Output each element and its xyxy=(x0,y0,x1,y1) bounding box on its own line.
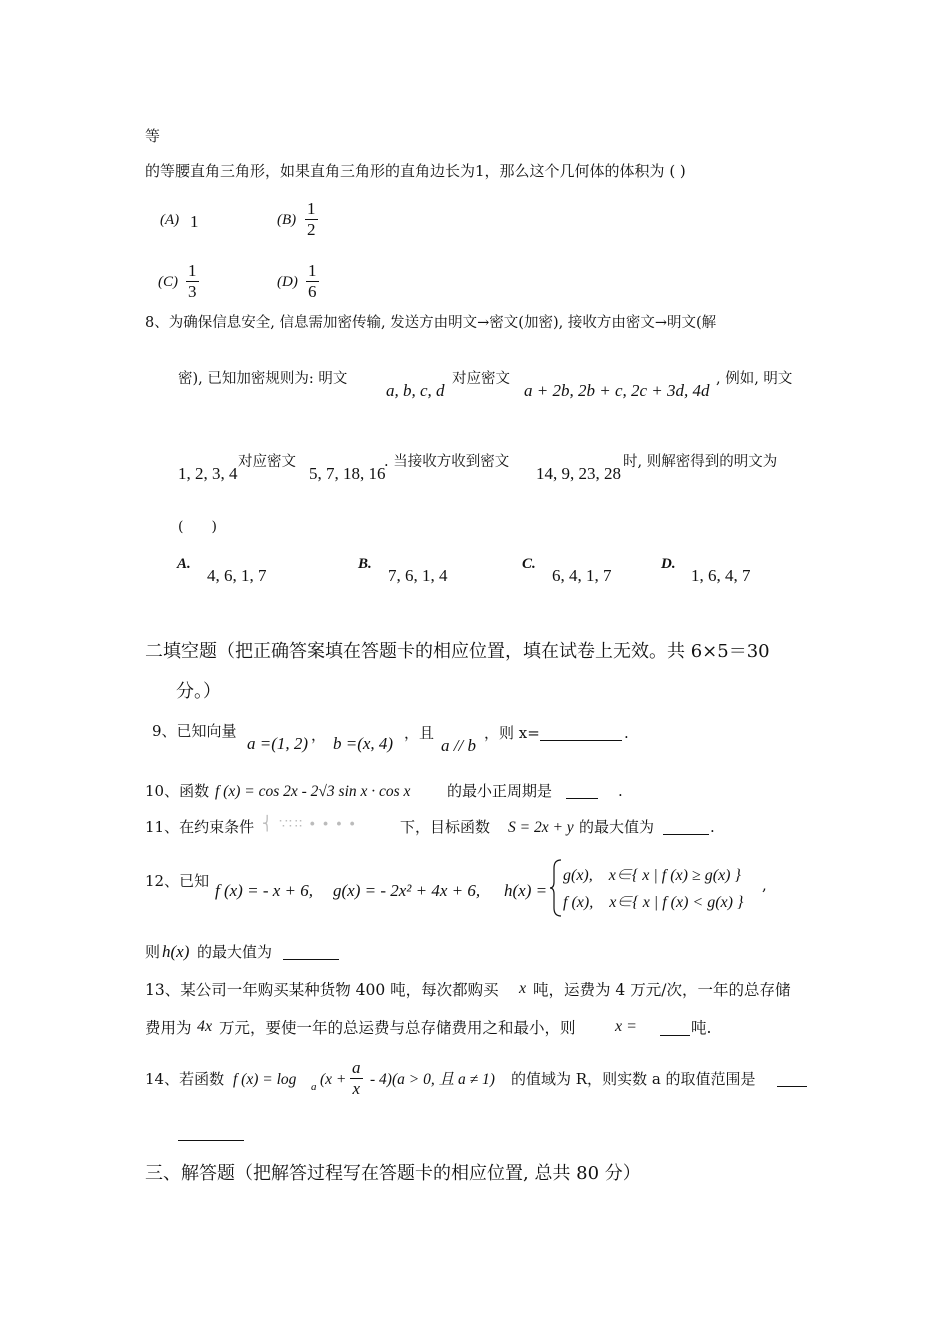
q12-g-definition: g(x) = - 2x² + 4x + 6, xyxy=(333,881,481,900)
q14-prefix: 14、若函数 xyxy=(145,1070,225,1088)
q8-line2b: 对应密文 xyxy=(452,371,510,387)
q14-answer-blank-2 xyxy=(178,1140,244,1141)
q12-line2-a: 则 xyxy=(145,943,161,961)
q9-comma: ， xyxy=(311,726,327,744)
q13-line2-c: 吨. xyxy=(691,1019,712,1037)
piecewise-brace xyxy=(549,858,563,918)
q13-x: x xyxy=(519,980,527,997)
fraction: $\frac{1}{3}$ xyxy=(188,261,197,301)
q8-line3c: 时, 则解密得到的明文为 xyxy=(623,454,778,470)
q8-line1: 8、为确保信息安全, 信息需加密传输, 发送方由明文→密文(加密), 接收方由密文→明文(解 xyxy=(145,315,717,331)
q11-suffix-b: 的最大值为 xyxy=(579,818,655,836)
q10-suffix: 的最小正周期是 xyxy=(447,782,553,800)
q7-fragment: 等 xyxy=(145,127,161,145)
q9-then: ，则 x= xyxy=(484,724,540,742)
section2-heading: 二填空题（把正确答案填在答题卡的相应位置，填在试卷上无效。共 6×5＝30 xyxy=(145,641,770,662)
q14-fraction: $\frac{a}{x}$ xyxy=(352,1058,361,1098)
q11-answer-blank xyxy=(663,834,709,835)
q11-end: . xyxy=(710,818,715,836)
q13-4x: 4x xyxy=(197,1018,213,1035)
q12-trailing-comma: , xyxy=(762,876,767,894)
q9-end: . xyxy=(624,724,629,742)
q14-answer-blank-1 xyxy=(777,1086,807,1087)
q13-x-eq: x = xyxy=(615,1018,637,1035)
q8-example-plain: 1, 2, 3, 4 xyxy=(178,464,238,483)
q11-objective: S = 2x + y xyxy=(508,819,574,836)
q13-line2-b: 万元，要使一年的总运费与总存储费用之和最小，则 xyxy=(219,1019,576,1037)
q14-expr-b: (x + xyxy=(320,1071,347,1088)
q10-expression: f (x) = cos 2x - 2√3 sin x · cos x xyxy=(215,783,411,800)
q7-question-text: 的等腰直角三角形，如果直角三角形的直角边长为1，那么这个几何体的体积为 ( ) xyxy=(145,162,686,180)
q11-suffix-a: 下，目标函数 xyxy=(400,818,491,836)
q8-cipher-expr: a + 2b, 2b + c, 2c + 3d, 4d xyxy=(524,381,710,400)
fraction: $\frac{1}{6}$ xyxy=(308,261,317,301)
q14-expr-c: - 4)(a > 0, 且 a ≠ 1) xyxy=(370,1071,495,1088)
q12-case-2: f (x), x∈{ x | f (x) < g(x) } xyxy=(563,894,744,911)
q8-line2a: 密), 已知加密规则为: 明文 xyxy=(178,371,348,387)
q12-hx: h(x) xyxy=(162,942,190,961)
q14-suffix: 的值域为 R，则实数 a 的取值范围是 xyxy=(511,1070,756,1088)
q12-prefix: 12、已知 xyxy=(145,872,210,890)
q12-f-definition: f (x) = - x + 6, xyxy=(215,881,313,900)
q8-line2c: , 例如, 明文 xyxy=(716,371,793,387)
q12-line2-b: 的最大值为 xyxy=(197,943,273,961)
q12-answer-blank xyxy=(283,959,339,960)
q8-received: 14, 9, 23, 28 xyxy=(536,464,621,483)
constraint-system-image: ⎨ ∵∷∶ ∙ ∙ ∙ ∙ xyxy=(262,816,357,832)
q9-prefix: 9、已知向量 xyxy=(152,722,237,740)
q13-line1-b: 吨，运费为 4 万元/次，一年的总存储 xyxy=(533,981,791,999)
q10-prefix: 10、函数 xyxy=(145,782,210,800)
fraction: $\frac{1}{2}$ xyxy=(307,199,316,239)
q12-h-lhs: h(x) = xyxy=(504,881,548,900)
q10-answer-blank xyxy=(566,798,598,799)
q13-answer-blank xyxy=(660,1035,690,1036)
q10-end: . xyxy=(618,782,623,800)
q8-line3b: . 当接收方收到密文 xyxy=(384,454,510,470)
section2-heading-cont: 分。） xyxy=(176,681,221,702)
q14-expr-a: f (x) = log xyxy=(233,1071,297,1088)
q9-vector-a: a =(1, 2) xyxy=(247,734,309,753)
q9-parallel: a // b xyxy=(441,736,476,755)
q12-case-1: g(x), x∈{ x | f (x) ≥ g(x) } xyxy=(563,867,741,884)
q9-vector-b: b =(x, 4) xyxy=(333,734,394,753)
q8-example-cipher: 5, 7, 18, 16 xyxy=(309,464,386,483)
q13-line2-a: 费用为 xyxy=(145,1019,192,1037)
q13-line1-a: 13、某公司一年购买某种货物 400 吨，每次都购买 xyxy=(145,981,499,999)
q9-answer-blank xyxy=(540,740,622,741)
q8-line3a: 对应密文 xyxy=(238,454,296,470)
q8-answer-paren: ( ) xyxy=(178,519,217,535)
q14-log-base: a xyxy=(311,1081,317,1093)
q9-and: ，且 xyxy=(404,724,435,742)
q11-prefix: 11、在约束条件 xyxy=(145,818,255,836)
q8-plain-vars: a, b, c, d xyxy=(386,381,445,400)
section3-heading: 三、解答题（把解答过程写在答题卡的相应位置, 总共 80 分） xyxy=(145,1163,641,1184)
